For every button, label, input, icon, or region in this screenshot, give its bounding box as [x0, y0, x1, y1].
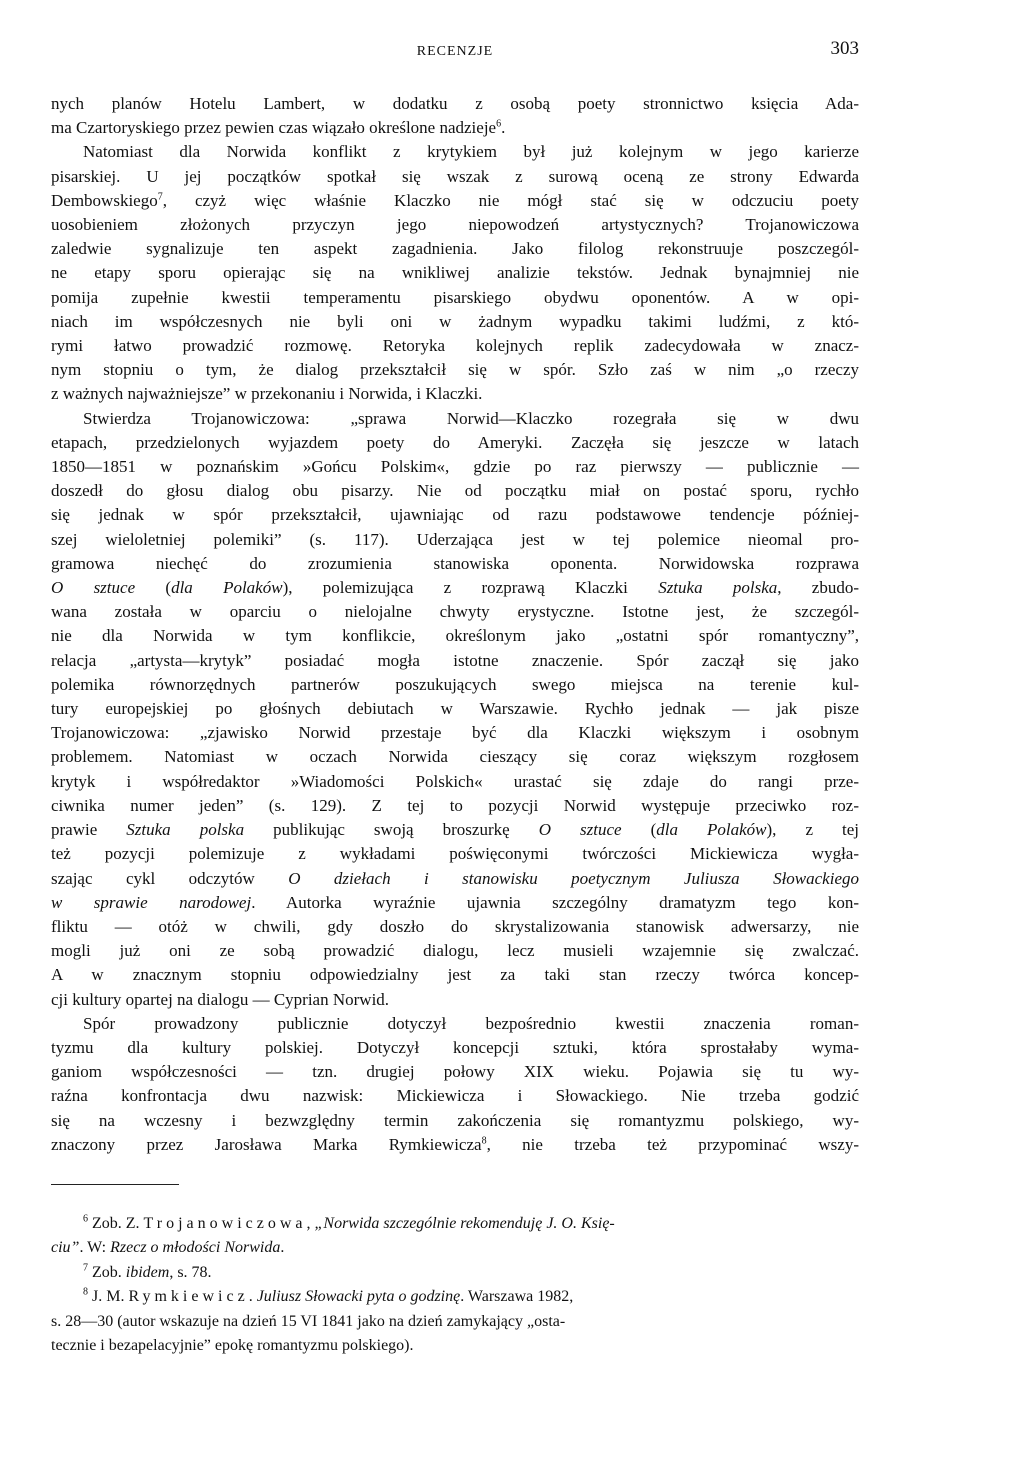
- text-line: fliktu — otóż w chwili, gdy doszło do skrystalizowania stanowisk adwersarzy, nie: [51, 916, 859, 936]
- text-line: tury europejskiej po głośnych debiutach w Warszawie. Rychło jednak — jak pisze: [51, 699, 859, 719]
- italic-title: dla Polaków: [171, 578, 283, 598]
- italic-title: Sztuka polska: [658, 578, 778, 598]
- text-line: też pozycji polemizuje z wykładami poświęconymi twórczości Mickiewicza wygła-: [51, 844, 859, 864]
- text-span: (: [135, 578, 172, 598]
- text-line: A w znacznym stopniu odpowiedzialny jest za taki stan rzeczy twórca koncep-: [51, 965, 859, 985]
- text-span: prawie: [51, 820, 127, 840]
- text-line: etapach, przedzielonych wyjazdem poety do Ameryki. Zaczęła się jeszcze w latach: [51, 432, 859, 452]
- text-line: gramowa niechęć do zrozumienia stanowiska oponenta. Norwidowska rozprawa: [51, 553, 859, 573]
- page: [51, 38, 859, 1359]
- italic-title: O sztuce: [51, 578, 136, 598]
- text-line: problemem. Natomiast w oczach Norwida cieszący się coraz większym rozgłosem: [51, 747, 859, 767]
- text-span: szając cykl odczytów: [51, 868, 289, 888]
- author-name: Rymkiewicz: [128, 1288, 249, 1306]
- text-line: 1850—1851 w poznańskim »Gońcu Polskim«, gdzie po raz pierwszy — publicznie —: [51, 457, 859, 477]
- text-span: , zbudo-: [777, 578, 859, 598]
- text-span: (: [621, 820, 657, 840]
- italic-word: ibidem: [125, 1263, 170, 1281]
- text-line: pisarskiej. U jej początków spotkał się wszak z surową oceną ze strony Edwarda: [51, 166, 859, 186]
- text-line: polemika równorzędnych partnerów poszukujących swego miejsca na terenie kul-: [51, 674, 859, 694]
- running-title: RECENZJE: [416, 44, 494, 59]
- italic-title: w sprawie narodowej: [51, 892, 252, 912]
- footnote-8: [51, 1285, 859, 1310]
- text-line: rymi łatwo prowadzić rozmowę. Retoryka kolejnych replik zadecydowała w znacz-: [51, 336, 859, 356]
- text-line: tyzmu dla kultury polskiej. Dotyczył koncepcji sztuki, która sprostałaby wyma-: [51, 1037, 859, 1057]
- text-span: ,: [306, 1214, 315, 1232]
- text-line: zaledwie sygnalizuje ten aspekt zagadnienia. Jako filolog rekonstruuje poszczegól-: [51, 239, 859, 259]
- text-line: wana została w oparciu o nielojalne chwyty erystyczne. Istotne jest, że szczegól-: [51, 602, 859, 622]
- text-span: , nie trzeba też przypominać wszy-: [486, 1134, 859, 1154]
- text-line: z ważnych najważniejsze” w przekonaniu i Norwida, i Klaczki.: [51, 384, 483, 404]
- italic-title: dla Polaków: [656, 820, 767, 840]
- text-span: . W:: [79, 1239, 111, 1257]
- footnote-6: [51, 1212, 859, 1261]
- footnote-ref-8[interactable]: 8: [481, 1135, 487, 1147]
- footnote-7: [51, 1261, 859, 1286]
- text-span: , s. 78.: [169, 1263, 212, 1281]
- text-line: ganiom współczesności — tzn. drugiej połowy XIX wieku. Pojawia się tu wy-: [51, 1062, 859, 1082]
- text-line: szej wieloletniej polemiki” (s. 117). Uderzająca jest w tej polemice nieomal pro-: [51, 529, 859, 549]
- text-line: Spór prowadzony publicznie dotyczył bezpośrednio kwestii znaczenia roman-: [83, 1013, 859, 1033]
- footnote-divider: [51, 1184, 179, 1185]
- footnote-8-continued: s. 28—30 (autor wskazuje na dzień 15 VI 1841 jako na dzień zamykający „osta-: [51, 1312, 566, 1330]
- text-line: [51, 867, 859, 891]
- footnote-ref-7[interactable]: 7: [157, 191, 163, 203]
- text-line: [51, 189, 859, 213]
- text-span: Zob. Z.: [88, 1214, 144, 1232]
- italic-title: Sztuka polska: [126, 820, 245, 840]
- text-line: się na wczesny i bezwzględny termin zakończenia się romantyzmu polskiego, wy-: [51, 1110, 859, 1130]
- text-line: [51, 576, 859, 600]
- text-span: znaczony przez Jarosława Marka Rymkiewicza: [51, 1134, 482, 1154]
- text-line: [51, 1133, 859, 1157]
- text-span: .: [248, 1288, 257, 1306]
- text-line: [51, 891, 859, 915]
- text-line: ne etapy sporu opierając się na wnikliwej analizie tekstów. Jednak bynajmniej nie: [51, 263, 859, 283]
- text-line: relacja „artysta—krytyk” posiadać mogła istotne znaczenie. Spór zaczął się jako: [51, 650, 859, 670]
- text-line: krytyk i współredaktor »Wiadomości Polskich« urastać się zdaje do rangi prze-: [51, 771, 859, 791]
- text-line: Stwierdza Trojanowiczowa: „sprawa Norwid—Klaczko rozegrała się w dwu: [83, 408, 859, 428]
- text-span: Zob.: [88, 1263, 126, 1281]
- text-line: nym stopniu o tym, że dialog przekształcił się w spór. Szło zaś w nim „o rzeczy: [51, 360, 859, 380]
- text-span: Dembowskiego: [51, 190, 158, 210]
- italic-title: O sztuce: [538, 820, 622, 840]
- text-span: ), polemizująca z rozprawą Klaczki: [282, 578, 659, 598]
- italic-title: ciu”: [51, 1239, 80, 1257]
- italic-title: O dziełach i stanowisku poetycznym Juliusza Słowackiego: [288, 868, 859, 888]
- text-span: ma Czartoryskiego przez pewien czas wiązało określone nadzieje: [51, 118, 497, 138]
- text-line: pomija zupełnie kwestii temperamentu pisarskiego obydwu oponentów. A w opi-: [51, 287, 859, 307]
- text-line: nych planów Hotelu Lambert, w dodatku z osobą poety stronnictwo księcia Ada-: [51, 94, 859, 113]
- text-line: nie dla Norwida w tym konflikcie, określonym jako „ostatni spór romantyczny”,: [51, 626, 859, 646]
- footnote-ref-6[interactable]: 6: [496, 118, 502, 130]
- text-line: doszedł do głosu dialog obu pisarzy. Nie od początku miał on postać sporu, rychło: [51, 481, 859, 501]
- text-line: [51, 818, 859, 842]
- text-line: się jednak w spór przekształcił, ujawniając od razu podstawowe tendencje później-: [51, 505, 859, 525]
- italic-title: „Norwida szczególnie rekomenduję J. O. Księ-: [314, 1214, 615, 1232]
- page-number: 303: [830, 38, 859, 59]
- text-span: ), z tej: [766, 820, 860, 840]
- text-line: [51, 116, 859, 140]
- footnote-mark: 8: [83, 1287, 88, 1299]
- text-span: .: [501, 118, 506, 138]
- text-line: mogli już oni ze sobą prowadzić dialogu, lecz musieli wzajemnie się zwalczać.: [51, 941, 859, 961]
- text-line: Trojanowiczowa: „zjawisko Norwid przestaje być dla Klaczki większym i osobnym: [51, 723, 859, 743]
- text-span: .: [280, 1239, 285, 1257]
- running-head: [51, 38, 859, 68]
- footnotes: [51, 1212, 859, 1359]
- footnote-mark: 7: [83, 1262, 88, 1274]
- text-line: Natomiast dla Norwida konflikt z krytykiem był już kolejnym w jego karierze: [83, 142, 859, 162]
- text-span: . Autorka wyraźnie ujawnia szczególny dramatyzm tego kon-: [251, 892, 859, 912]
- text-line: uosobieniem złożonych przyczyn jego niepowodzeń artystycznych? Trojanowiczowa: [51, 215, 859, 235]
- text-span: J. M.: [88, 1288, 129, 1306]
- text-line: raźna konfrontacja dwu nazwisk: Mickiewicza i Słowackiego. Nie trzeba godzić: [51, 1086, 859, 1106]
- text-line: ciwnika numer jeden” (s. 129). Z tej to pozycji Norwid występuje przeciwko roz-: [51, 795, 859, 815]
- footnote-mark: 6: [83, 1213, 88, 1225]
- text-line: cji kultury opartej na dialogu — Cyprian Norwid.: [51, 989, 390, 1009]
- italic-title: Rzecz o młodości Norwida: [110, 1239, 281, 1257]
- text-line: niach im współczesnych nie byli oni w żadnym wypadku takimi ludźmi, z któ-: [51, 311, 859, 331]
- author-name: Trojanowiczowa: [143, 1214, 307, 1232]
- footnote-8-continued: tecznie i bezapelacyjnie” epokę romantyzmu polskiego).: [51, 1337, 414, 1355]
- italic-title: Juliusz Słowacki pyta o godzinę: [256, 1288, 461, 1306]
- text-span: . Warszawa 1982,: [460, 1288, 574, 1306]
- text-span: , czyż więc właśnie Klaczko nie mógł stać się w odczuciu poety: [162, 190, 859, 210]
- text-span: publikując swoją broszurkę: [244, 820, 539, 840]
- main-text: [51, 92, 859, 1157]
